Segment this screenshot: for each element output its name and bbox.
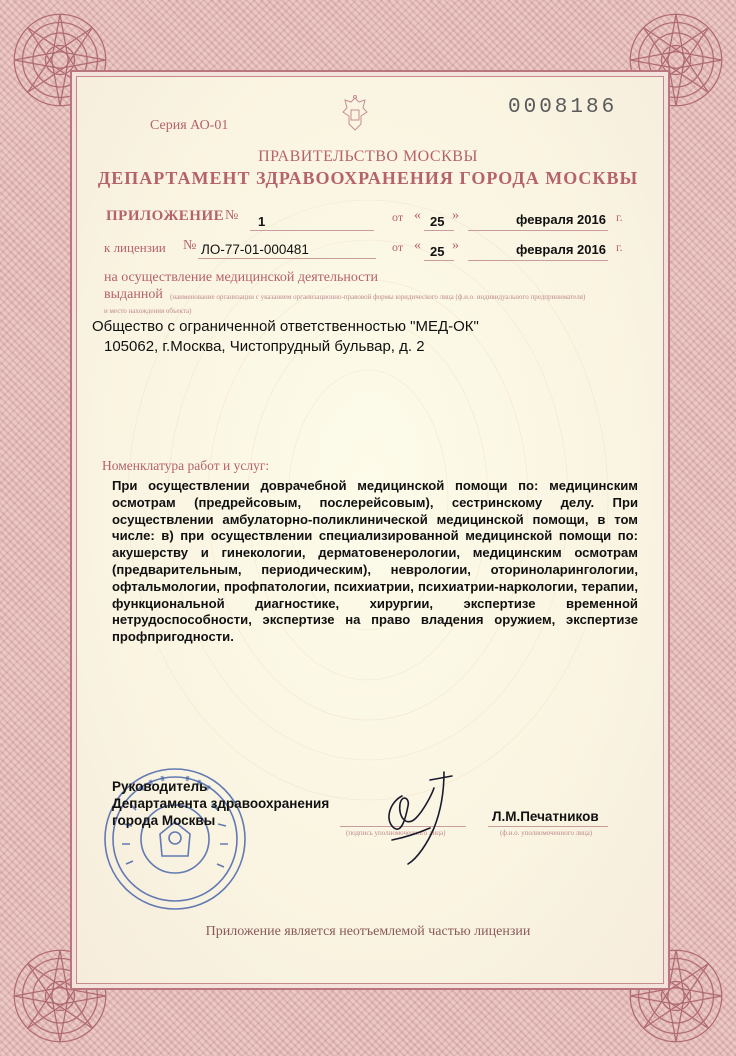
license-number: ЛО-77-01-000481 xyxy=(201,242,309,257)
appendix-number-line xyxy=(250,230,374,231)
license-from-label: от xyxy=(392,240,404,254)
license-day: 25 xyxy=(430,244,445,259)
appendix-number-sign: № xyxy=(225,208,239,223)
issued-hint: (наименование организации с указанием организационно-правовой формы юридического лица (ф.и.о. индивидуального предпринимателя) xyxy=(170,293,586,301)
company-name: Общество с ограниченной ответственностью "МЕД-ОК" xyxy=(92,318,479,335)
signatory-name: Л.М.Печатников xyxy=(492,809,599,824)
company-address: 105062, г.Москва, Чистопрудный бульвар, д. 2 xyxy=(104,338,425,355)
appendix-quote-close: » xyxy=(452,208,459,223)
location-hint: и место нахождения объекта) xyxy=(104,307,192,315)
appendix-year-suffix: г. xyxy=(616,210,623,224)
appendix-number: 1 xyxy=(258,214,266,229)
name-hint: (ф.и.о. уполномоченного лица) xyxy=(500,829,593,837)
license-number-sign: № xyxy=(183,238,197,253)
government-title: ПРАВИТЕЛЬСТВО МОСКВЫ xyxy=(258,148,478,165)
license-quote-close: » xyxy=(452,238,459,253)
footer-note: Приложение является неотъемлемой частью лицензии xyxy=(205,924,531,939)
signatory-title-line1: Руководитель xyxy=(112,779,208,794)
license-date-line xyxy=(468,260,608,261)
license-label: к лицензии xyxy=(104,240,166,255)
signatory-title-line3: города Москвы xyxy=(112,813,216,828)
handwritten-signature xyxy=(372,758,472,868)
license-quote-open: « xyxy=(414,238,421,253)
signature-hint: (подпись уполномоченного лица) xyxy=(346,829,446,837)
appendix-day-line xyxy=(424,230,454,231)
services-text: При осуществлении доврачебной медицинской помощи по: медицинским осмотрам (предрейсовым, послерейсовым), сестринскому делу. При осуществлении амбулаторно-поликлинической медицинской помощи, в том числе: в) при осуществлении специализированной медицинской помощи по: акушерству и гинекологии, дерматовенерологии, медицинским осмотрам (предварительным, периодическим), неврологии, оториноларингологии, офтальмологии, профпатологии, психиатрии, психиатрии-наркологии, терапии, функциональной диагностике, хирургии, экспертизе временной нетрудоспособности, экспертизе на право владения оружием, экспертизе профпригодности. xyxy=(112,478,638,645)
license-day-line xyxy=(424,260,454,261)
signatory-title xyxy=(112,778,329,829)
appendix-date-line xyxy=(468,230,608,231)
issued-label: выданной xyxy=(104,287,163,302)
name-line xyxy=(488,826,608,827)
serial-number: 0008186 xyxy=(508,96,618,119)
license-year-suffix: г. xyxy=(616,240,623,254)
appendix-day: 25 xyxy=(430,214,445,229)
appendix-quote-open: « xyxy=(414,208,421,223)
appendix-from-label: от xyxy=(392,210,404,224)
appendix-label: ПРИЛОЖЕНИЕ xyxy=(106,208,225,224)
signatory-title-line2: Департамента здравоохранения xyxy=(112,796,330,811)
department-title: ДЕПАРТАМЕНТ ЗДРАВООХРАНЕНИЯ ГОРОДА МОСКВЫ xyxy=(97,168,639,188)
coat-of-arms-icon xyxy=(340,94,370,134)
license-number-line xyxy=(198,258,376,259)
appendix-month-year: февраля 2016 xyxy=(516,212,606,227)
activity-line: на осуществление медицинской деятельности xyxy=(104,270,379,285)
series-label: Серия АО-01 xyxy=(150,118,229,133)
nomenclature-heading: Номенклатура работ и услуг: xyxy=(102,458,270,473)
license-month-year: февраля 2016 xyxy=(516,242,606,257)
